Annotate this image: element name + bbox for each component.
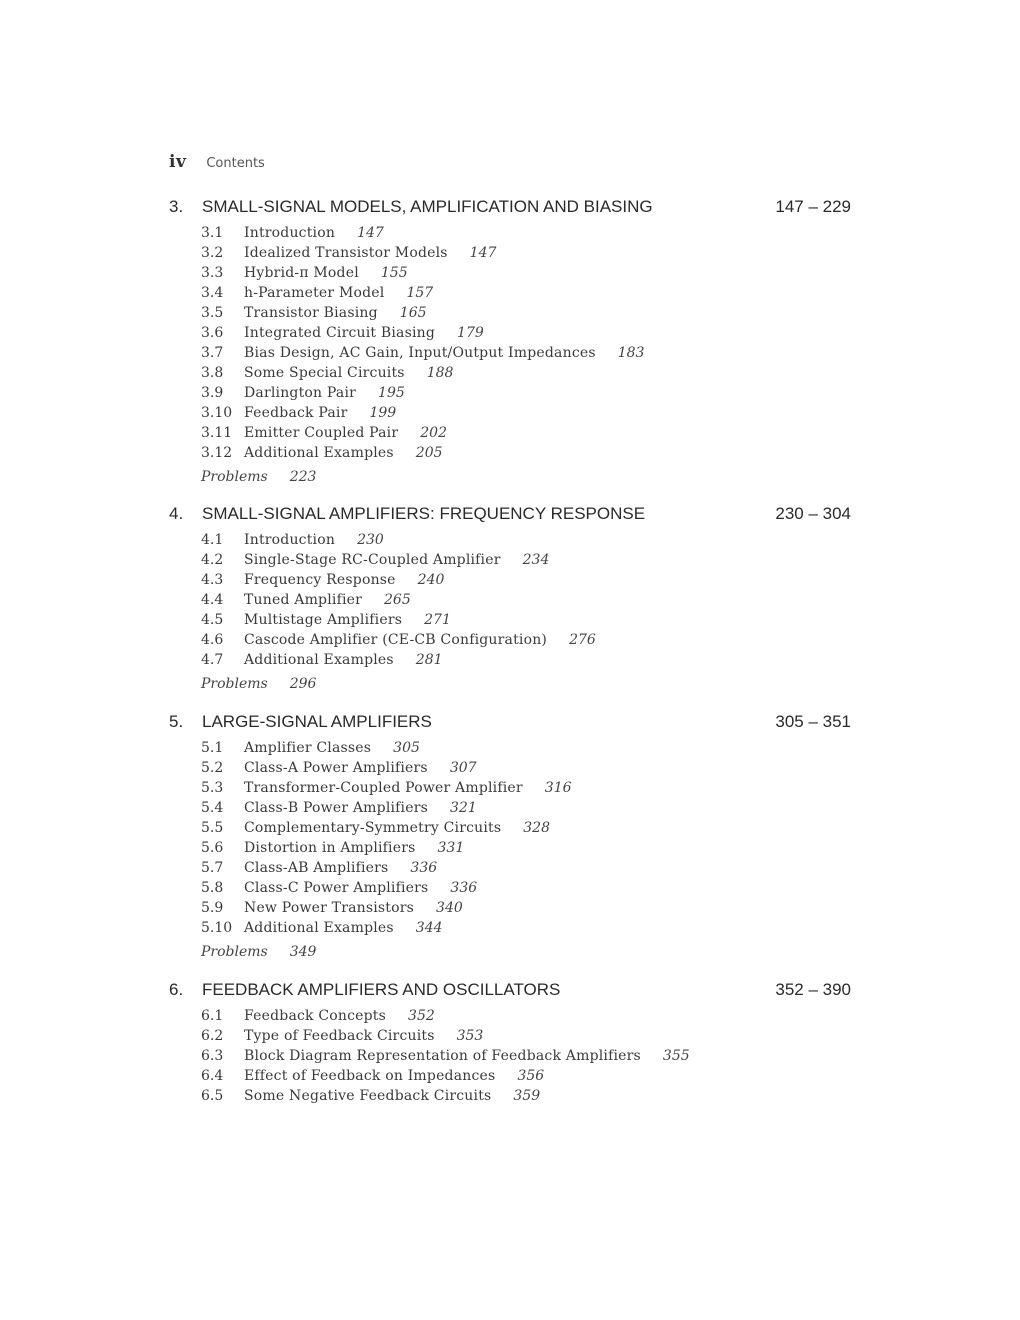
- section-number: 5.8: [201, 880, 224, 896]
- section-title: Integrated Circuit Biasing: [244, 325, 436, 341]
- section-number: 3.5: [201, 305, 224, 321]
- section-title: Feedback Pair: [244, 405, 348, 421]
- section-page-number: 165: [399, 305, 427, 321]
- problems-page-number: 223: [289, 469, 317, 485]
- section-number: 4.7: [201, 652, 224, 668]
- section-number: 6.2: [201, 1028, 224, 1044]
- section-title: Class-B Power Amplifiers: [244, 800, 428, 816]
- section-title: Feedback Concepts: [244, 1008, 387, 1024]
- section-page-number: 328: [523, 820, 550, 836]
- section-entry: [201, 1046, 851, 1066]
- section-title: Transformer-Coupled Power Amplifier: [244, 780, 523, 796]
- section-entry: [201, 363, 851, 383]
- section-title: Darlington Pair: [244, 385, 357, 401]
- running-head: Contents: [206, 156, 265, 171]
- section-entry: [201, 550, 851, 570]
- section-number: 3.10: [201, 405, 233, 421]
- section-entry: [201, 650, 851, 670]
- section-number: 5.9: [201, 900, 224, 916]
- section-number: 3.12: [201, 445, 233, 461]
- section-title: Transistor Biasing: [244, 305, 378, 321]
- section-number: 5.4: [201, 800, 224, 816]
- page-number: iv: [169, 152, 187, 172]
- section-page-number: 240: [417, 572, 445, 588]
- section-title: Introduction: [244, 225, 336, 241]
- section-page-number: 205: [415, 445, 443, 461]
- section-number: 6.1: [201, 1008, 224, 1024]
- chapter-entry: [169, 503, 851, 694]
- section-entry: [201, 778, 851, 798]
- section-entry: [201, 1026, 851, 1046]
- chapter-entry: [169, 711, 851, 962]
- section-entry: [201, 1006, 851, 1026]
- section-entry: [201, 630, 851, 650]
- section-page-number: 331: [437, 840, 465, 856]
- chapter-entry: [169, 979, 851, 1106]
- section-title: New Power Transistors: [244, 900, 415, 916]
- section-page-number: 195: [378, 385, 405, 401]
- section-title: Tuned Amplifier: [244, 592, 363, 608]
- section-number: 3.1: [201, 225, 224, 241]
- problems-entry: [169, 674, 851, 694]
- section-list: [169, 1006, 851, 1106]
- section-entry: [201, 283, 851, 303]
- section-title: Multistage Amplifiers: [244, 612, 403, 628]
- problems-entry: [169, 467, 851, 487]
- section-title: Frequency Response: [244, 572, 396, 588]
- section-entry: [201, 343, 851, 363]
- chapter-title: FEEDBACK AMPLIFIERS AND OSCILLATORS: [202, 980, 561, 999]
- section-page-number: 355: [662, 1048, 690, 1064]
- section-title: Class-AB Amplifiers: [244, 860, 389, 876]
- section-page-number: 321: [450, 800, 477, 816]
- section-page-number: 353: [456, 1028, 484, 1044]
- section-number: 5.5: [201, 820, 224, 836]
- section-list: [169, 223, 851, 463]
- section-number: 5.10: [201, 920, 233, 936]
- section-entry: [201, 443, 851, 463]
- section-list: [169, 738, 851, 938]
- section-entry: [201, 898, 851, 918]
- chapter-heading: [169, 711, 851, 733]
- section-title: Hybrid-π Model: [244, 265, 359, 281]
- section-page-number: 352: [408, 1008, 435, 1024]
- section-entry: [201, 383, 851, 403]
- section-number: 4.6: [201, 632, 224, 648]
- section-entry: [201, 758, 851, 778]
- section-title: Emitter Coupled Pair: [244, 425, 399, 441]
- chapter-entry: [169, 196, 851, 487]
- section-page-number: 199: [369, 405, 397, 421]
- chapter-page-range: 147 – 229: [775, 197, 851, 216]
- chapter-page-range: 305 – 351: [775, 712, 851, 731]
- section-title: Effect of Feedback on Impedances: [244, 1068, 496, 1084]
- section-page-number: 281: [415, 652, 443, 668]
- section-number: 3.11: [201, 425, 233, 441]
- section-title: Complementary-Symmetry Circuits: [244, 820, 502, 836]
- section-entry: [201, 878, 851, 898]
- section-page-number: 305: [393, 740, 420, 756]
- section-page-number: 157: [406, 285, 434, 301]
- section-number: 3.2: [201, 245, 224, 261]
- section-page-number: 179: [457, 325, 484, 341]
- section-page-number: 336: [410, 860, 438, 876]
- chapter-number: 4.: [169, 504, 184, 523]
- section-number: 5.3: [201, 780, 224, 796]
- section-entry: [201, 590, 851, 610]
- section-entry: [201, 918, 851, 938]
- section-page-number: 234: [522, 552, 550, 568]
- section-number: 3.9: [201, 385, 224, 401]
- section-entry: [201, 738, 851, 758]
- chapter-title: LARGE-SIGNAL AMPLIFIERS: [202, 712, 432, 731]
- section-title: Class-C Power Amplifiers: [244, 880, 429, 896]
- section-page-number: 276: [569, 632, 596, 648]
- chapter-number: 3.: [169, 197, 184, 216]
- section-title: Amplifier Classes: [244, 740, 372, 756]
- section-entry: [201, 1086, 851, 1106]
- problems-page-number: 349: [289, 944, 317, 960]
- section-entry: [201, 223, 851, 243]
- section-number: 5.2: [201, 760, 224, 776]
- section-page-number: 147: [357, 225, 384, 241]
- section-entry: [201, 243, 851, 263]
- section-number: 4.3: [201, 572, 224, 588]
- section-page-number: 230: [357, 532, 384, 548]
- section-title: Idealized Transistor Models: [244, 245, 448, 261]
- section-number: 6.5: [201, 1088, 224, 1104]
- section-title: Block Diagram Representation of Feedback Amplifiers: [244, 1048, 641, 1064]
- section-title: Distortion in Amplifiers: [244, 840, 416, 856]
- section-number: 3.7: [201, 345, 224, 361]
- section-entry: [201, 323, 851, 343]
- section-page-number: 183: [617, 345, 645, 361]
- section-title: Some Special Circuits: [244, 365, 405, 381]
- chapter-title: SMALL-SIGNAL MODELS, AMPLIFICATION AND BIASING: [202, 197, 653, 216]
- section-entry: [201, 858, 851, 878]
- chapter-number: 6.: [169, 980, 184, 999]
- section-entry: [201, 798, 851, 818]
- section-number: 3.6: [201, 325, 224, 341]
- section-list: [169, 530, 851, 670]
- section-number: 4.5: [201, 612, 224, 628]
- section-entry: [201, 570, 851, 590]
- section-number: 5.6: [201, 840, 224, 856]
- problems-entry: [169, 942, 851, 962]
- section-entry: [201, 303, 851, 323]
- section-entry: [201, 1066, 851, 1086]
- section-page-number: 271: [424, 612, 451, 628]
- section-entry: [201, 423, 851, 443]
- section-page-number: 356: [517, 1068, 545, 1084]
- problems-label: Problems: [201, 944, 268, 960]
- section-page-number: 202: [420, 425, 447, 441]
- section-number: 6.4: [201, 1068, 224, 1084]
- chapter-number: 5.: [169, 712, 184, 731]
- section-number: 5.7: [201, 860, 224, 876]
- section-page-number: 340: [436, 900, 463, 916]
- section-number: 4.1: [201, 532, 224, 548]
- section-number: 3.4: [201, 285, 224, 301]
- chapter-heading: [169, 979, 851, 1001]
- section-number: 4.4: [201, 592, 224, 608]
- section-entry: [201, 403, 851, 423]
- section-title: Class-A Power Amplifiers: [244, 760, 428, 776]
- section-number: 5.1: [201, 740, 224, 756]
- section-number: 6.3: [201, 1048, 224, 1064]
- section-title: Additional Examples: [244, 920, 394, 936]
- section-page-number: 307: [449, 760, 477, 776]
- section-title: Single-Stage RC-Coupled Amplifier: [244, 552, 501, 568]
- section-title: Additional Examples: [244, 445, 394, 461]
- chapter-page-range: 230 – 304: [775, 504, 851, 523]
- section-page-number: 359: [513, 1088, 541, 1104]
- section-entry: [201, 838, 851, 858]
- section-entry: [201, 263, 851, 283]
- section-entry: [201, 530, 851, 550]
- section-number: 3.8: [201, 365, 224, 381]
- section-page-number: 147: [469, 245, 497, 261]
- section-page-number: 336: [450, 880, 478, 896]
- section-title: Some Negative Feedback Circuits: [244, 1088, 492, 1104]
- chapter-title: SMALL-SIGNAL AMPLIFIERS: FREQUENCY RESPONSE: [202, 504, 646, 523]
- section-title: h-Parameter Model: [244, 285, 385, 301]
- problems-label: Problems: [201, 469, 268, 485]
- section-title: Type of Feedback Circuits: [244, 1028, 435, 1044]
- section-page-number: 188: [426, 365, 454, 381]
- section-entry: [201, 610, 851, 630]
- section-page-number: 155: [380, 265, 408, 281]
- page-header: [169, 152, 265, 176]
- section-page-number: 344: [415, 920, 443, 936]
- chapter-heading: [169, 196, 851, 218]
- section-title: Bias Design, AC Gain, Input/Output Impedances: [244, 345, 596, 361]
- section-entry: [201, 818, 851, 838]
- section-page-number: 316: [544, 780, 572, 796]
- chapter-heading: [169, 503, 851, 525]
- section-title: Cascode Amplifier (CE-CB Configuration): [244, 632, 548, 648]
- problems-label: Problems: [201, 676, 268, 692]
- chapter-page-range: 352 – 390: [775, 980, 851, 999]
- section-title: Additional Examples: [244, 652, 394, 668]
- section-title: Introduction: [244, 532, 336, 548]
- section-number: 3.3: [201, 265, 224, 281]
- section-page-number: 265: [384, 592, 411, 608]
- problems-page-number: 296: [289, 676, 317, 692]
- section-number: 4.2: [201, 552, 224, 568]
